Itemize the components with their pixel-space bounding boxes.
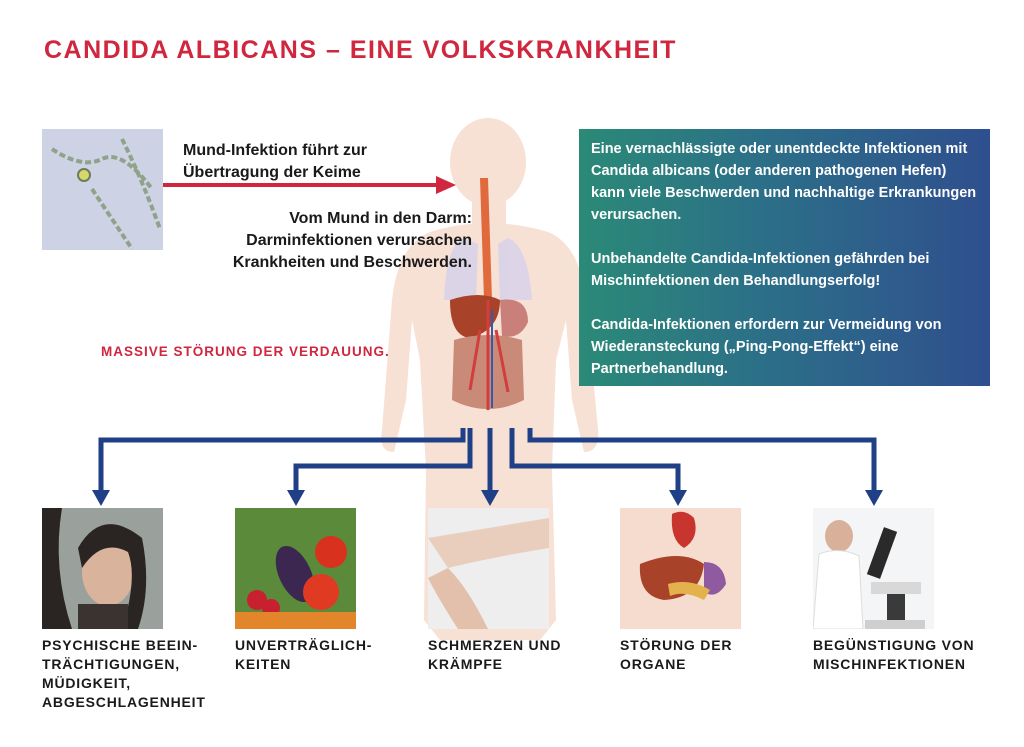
gut-infection-text: [200, 208, 472, 274]
consequence-label-organs: STÖRUNG DER ORGANE: [620, 637, 733, 672]
gut-infection-line3: Krankheiten und Beschwerden.: [232, 254, 472, 271]
microscope-lab-photo: [813, 508, 934, 629]
massive-disorder-label: MASSIVE STÖRUNG DER VERDAUUNG.: [101, 344, 390, 359]
page-title: CANDIDA ALBICANS – EINE VOLKSKRANKHEIT: [44, 36, 677, 64]
exhausted-woman-photo: [42, 508, 163, 629]
gut-infection-line2: Darminfektionen verursachen: [246, 232, 472, 249]
consequence-label-psyche: PSYCHISCHE BEEIN- TRÄCHTIGUNGEN, MÜDIGKEIT, ABGESCHLAGENHEIT: [42, 637, 206, 710]
info-box: [579, 129, 990, 386]
mouth-infection-text: [183, 140, 367, 184]
consequence-label-intolerance: UNVERTRÄGLICH- KEITEN: [235, 637, 373, 672]
consequence-label-mixed-infections: BEGÜNSTIGUNG VON MISCHINFEKTIONEN: [813, 637, 975, 672]
info-paragraph-1: Eine vernachlässigte oder unentdeckte Infektionen mit Candida albicans (oder anderen pathogenen Hefen) kann viele Beschwerden und nachhaltige Erkrankungen verursachen.: [591, 141, 977, 223]
mouth-infection-line1: Mund-Infektion führt zur: [183, 142, 367, 159]
gut-infection-line1: Vom Mund in den Darm:: [289, 210, 472, 227]
blue-branch-arrows: [101, 428, 874, 492]
consequence-label-pain: SCHMERZEN UND KRÄMPFE: [428, 637, 562, 672]
candida-microscope-photo: [42, 129, 163, 250]
organs-illustration: [620, 508, 741, 629]
mouth-infection-line2: Übertragung der Keime: [183, 164, 361, 181]
arm-pain-photo: [428, 508, 549, 629]
info-paragraph-3: Candida-Infektionen erfordern zur Vermeidung von Wiederansteckung („Ping-Pong-Effekt“) eine Partnerbehandlung.: [591, 317, 942, 377]
vegetables-photo: [235, 508, 356, 629]
info-paragraph-2: Unbehandelte Candida-Infektionen gefährden bei Mischinfektionen den Behandlungserfolg!: [591, 251, 930, 289]
